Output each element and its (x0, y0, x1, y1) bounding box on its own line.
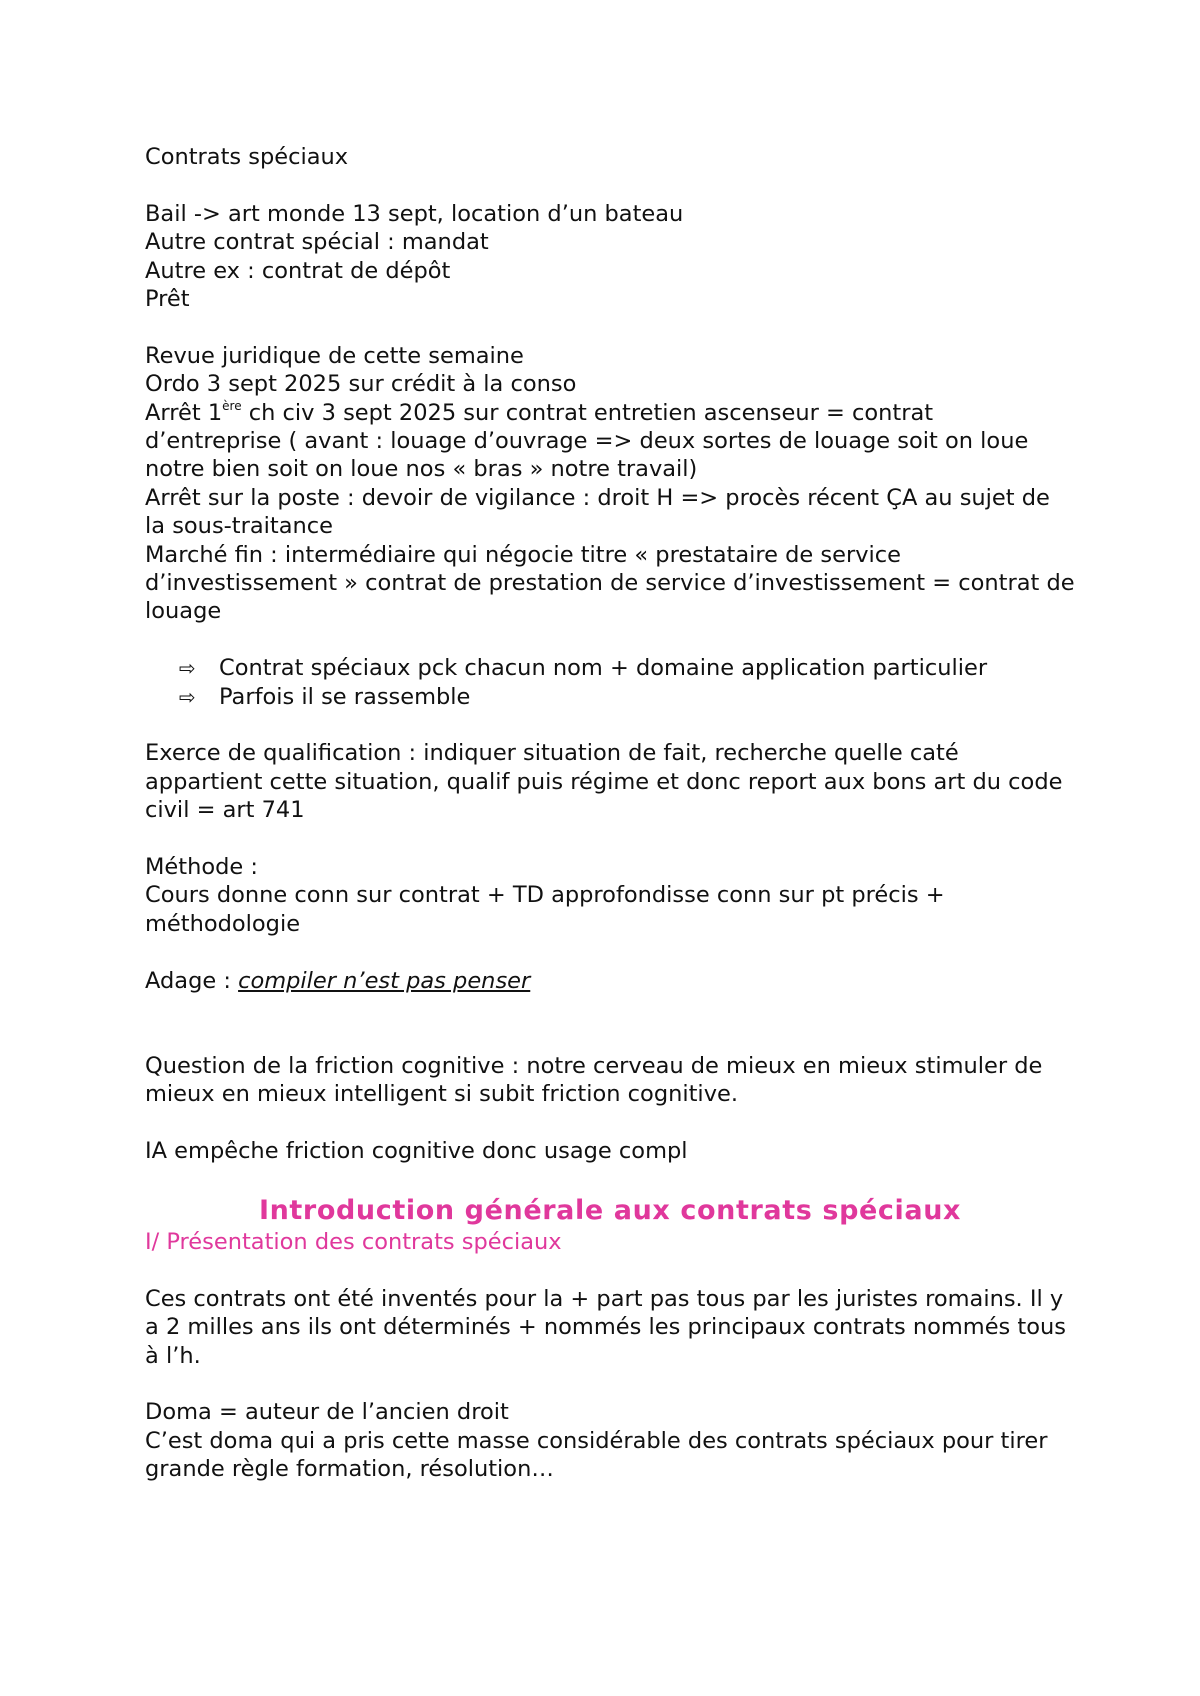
revue-arret-poste: Arrêt sur la poste : devoir de vigilance : droit H => procès récent ÇA au sujet de la sous-traitance (145, 484, 1050, 540)
exerce-paragraph: Exerce de qualification : indiquer situation de fait, recherche quelle caté appartient cette situation, qualif puis régime et donc report aux bons art du code civil = art 741 (145, 740, 1063, 824)
revue-marche: Marché fin : intermédiaire qui négocie titre « prestataire de service d’investissement » contrat de prestation de service d’investissement = contrat de louage (145, 541, 1075, 625)
intro-line-bail: Bail -> art monde 13 sept, location d’un bateau (145, 200, 684, 227)
bullet-list (145, 654, 1075, 711)
list-item-text: Contrat spéciaux pck chacun nom + domaine application particulier (219, 655, 988, 682)
revue-ordo: Ordo 3 sept 2025 sur crédit à la conso (145, 371, 577, 398)
document-title: Contrats spéciaux (145, 144, 349, 170)
adage-label: Adage : (145, 967, 239, 994)
list-item-text: Parfois il se rassemble (219, 683, 471, 710)
methode-label: Méthode : (145, 854, 258, 881)
document-body (145, 143, 1075, 1484)
intro-line-depot: Autre ex : contrat de dépôt (145, 257, 451, 284)
list-item (145, 683, 1075, 711)
adage-line (145, 967, 1075, 995)
subsection-title: I/ Présentation des contrats spéciaux (145, 1228, 562, 1255)
doma-line-2: C’est doma qui a pris cette masse considérable des contrats spéciaux pour tirer grande règle formation, résolution… (145, 1427, 1048, 1483)
ia-paragraph: IA empêche friction cognitive donc usage compl (145, 1138, 688, 1165)
list-item (145, 654, 1075, 682)
arret-rest: ch civ 3 sept 2025 sur contrat entretien ascenseur = contrat d’entreprise ( avant : louage d’ouvrage => deux sortes de louage soit on loue notre bien soit on loue nos « bras » notre travail) (145, 399, 1029, 483)
friction-paragraph: Question de la friction cognitive : notre cerveau de mieux en mieux stimuler de mieux en mieux intelligent si subit friction cognitive. (145, 1052, 1043, 1108)
romains-paragraph: Ces contrats ont été inventés pour la + part pas tous par les juristes romains. Il y a 2 milles ans ils ont déterminés + nommés les principaux contrats nommés tous à l’h. (145, 1285, 1067, 1369)
intro-line-pret: Prêt (145, 286, 190, 313)
adage-value: compiler n’est pas penser (238, 967, 531, 994)
section-title: Introduction générale aux contrats spéciaux (258, 1194, 962, 1226)
arret-superscript: ère (222, 398, 242, 413)
doma-line-1: Doma = auteur de l’ancien droit (145, 1399, 509, 1426)
intro-line-mandat: Autre contrat spécial : mandat (145, 229, 489, 256)
hollow-right-arrow-icon: ⇨ (179, 656, 196, 681)
revue-heading: Revue juridique de cette semaine (145, 342, 524, 369)
methode-text: Cours donne conn sur contrat + TD approfondisse conn sur pt précis + méthodologie (145, 882, 945, 937)
hollow-right-arrow-icon: ⇨ (179, 684, 196, 709)
arret-prefix: Arrêt 1 (145, 399, 223, 426)
revue-arret-ascenseur (145, 399, 1075, 484)
